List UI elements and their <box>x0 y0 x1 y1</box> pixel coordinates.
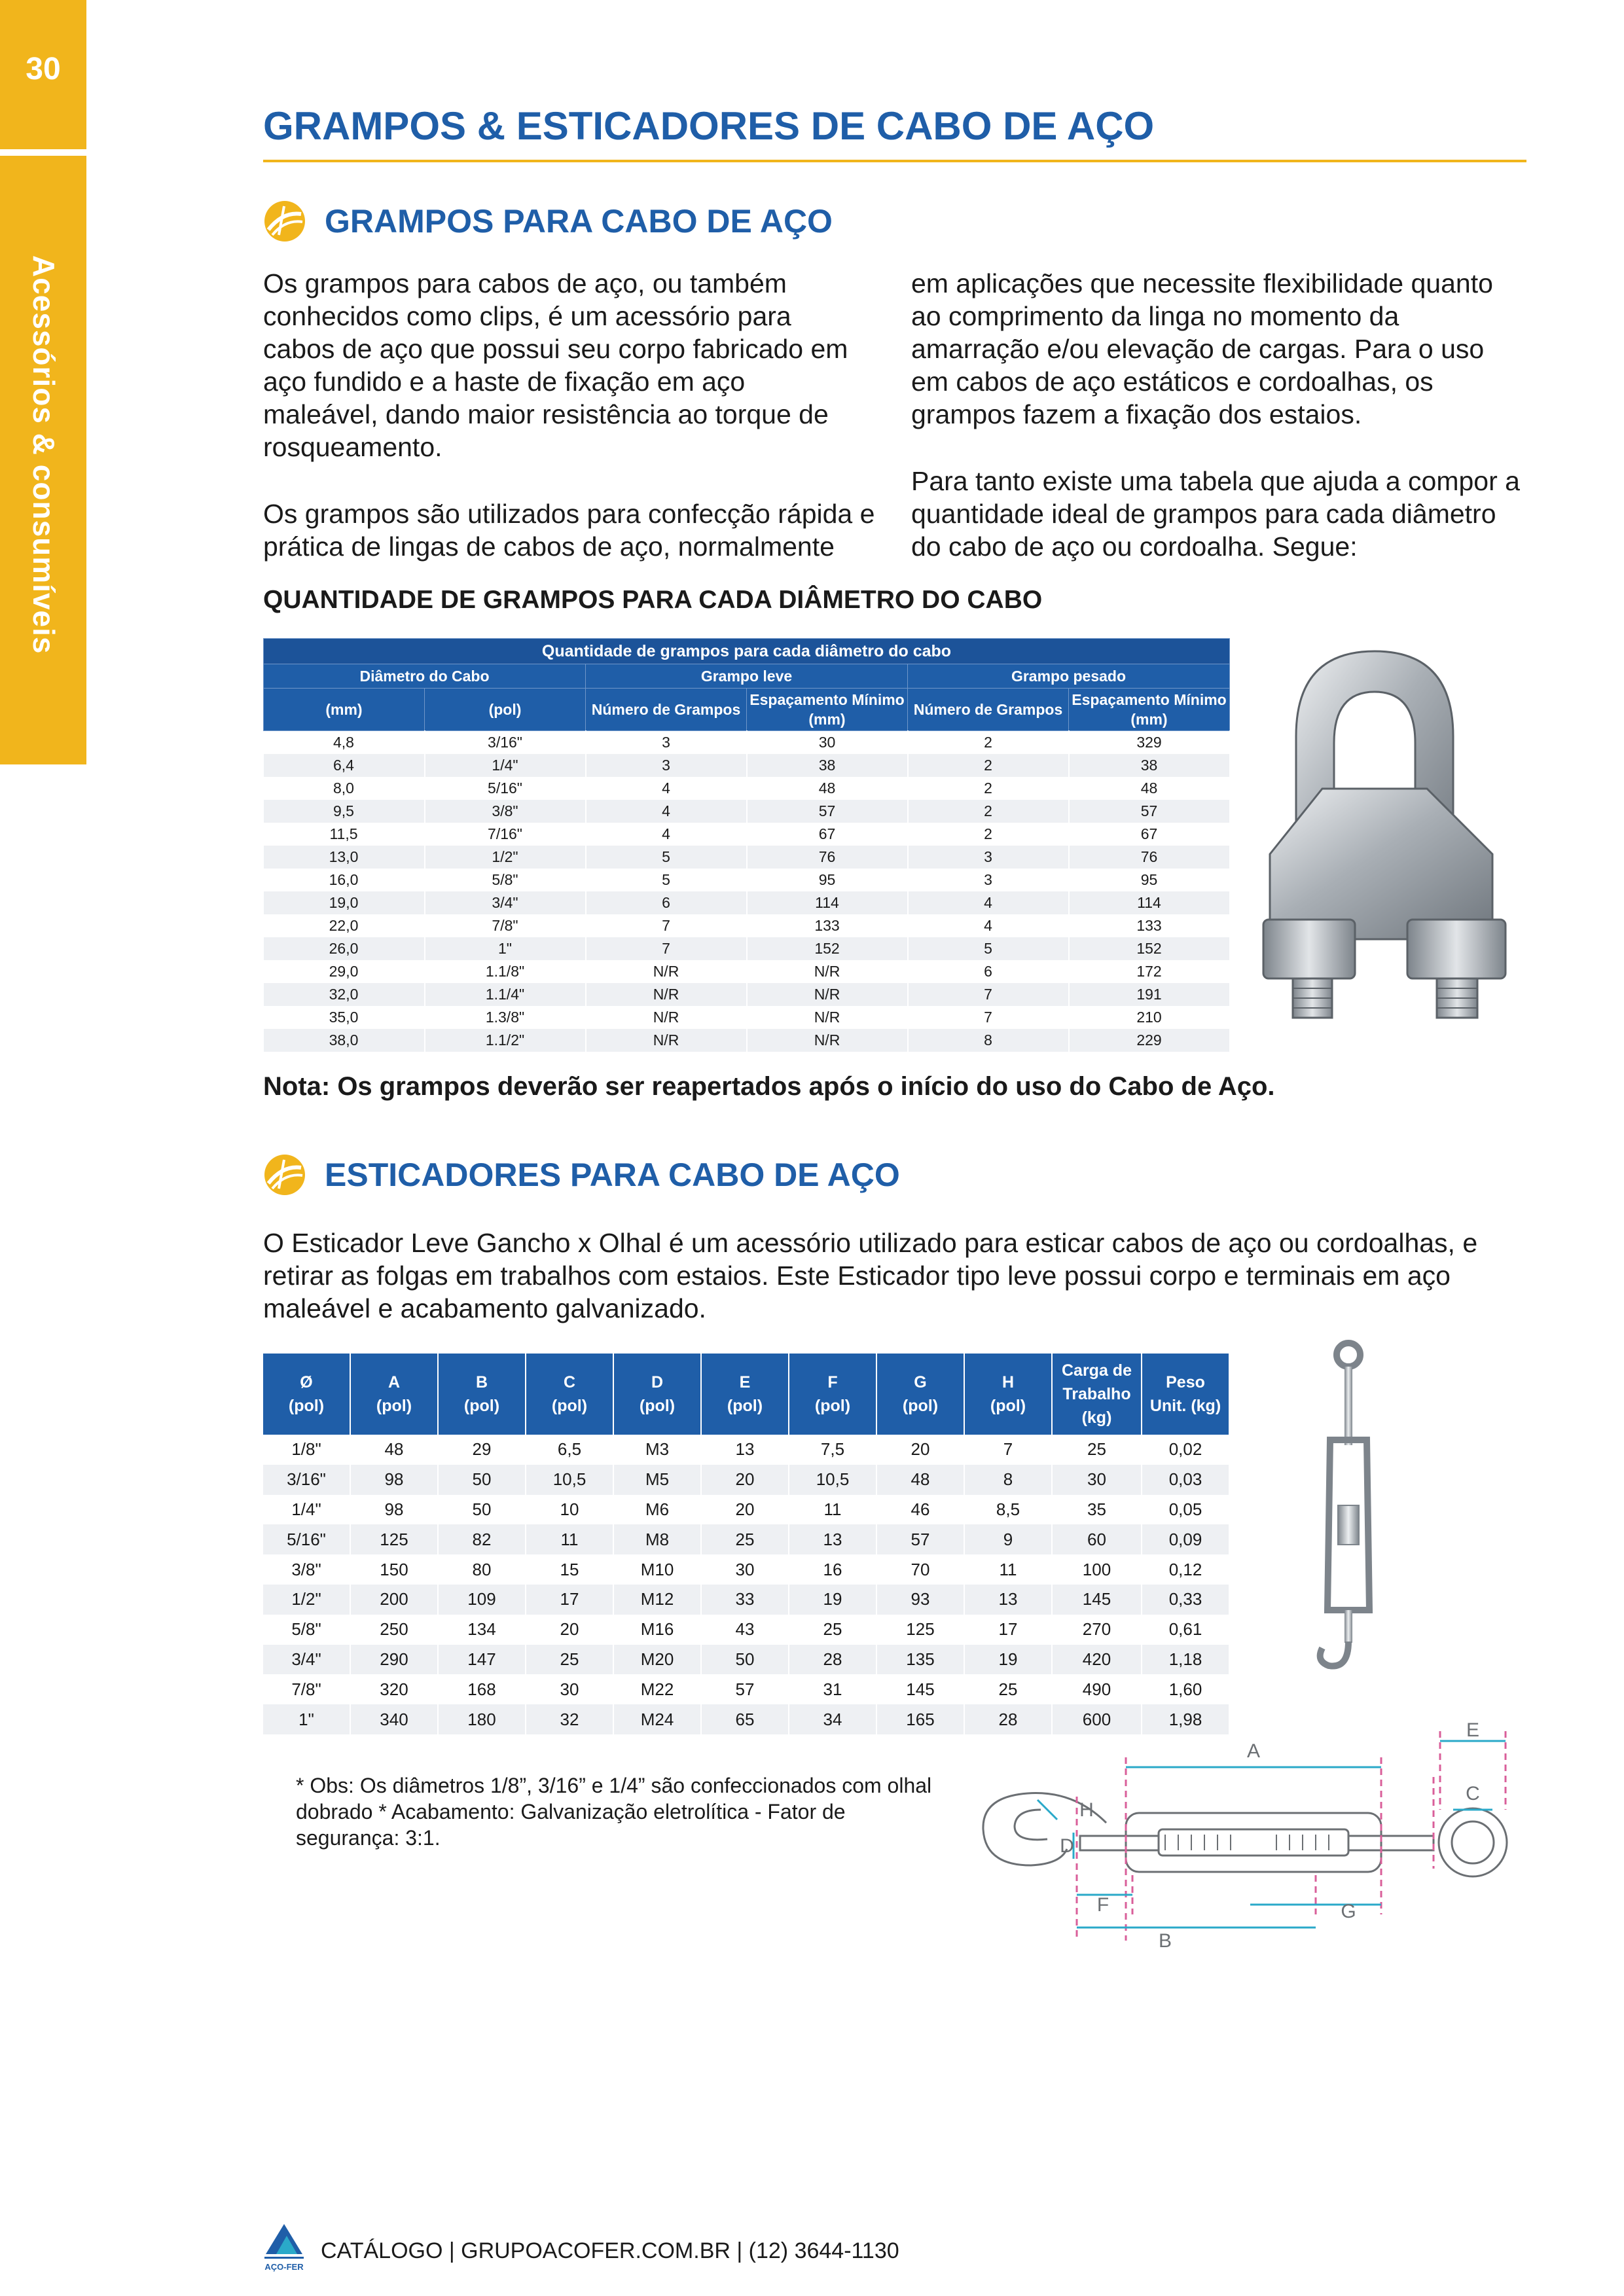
table-cell: 28 <box>964 1704 1052 1734</box>
table-cell: 13 <box>789 1524 876 1554</box>
wire-rope-clip-image <box>1244 638 1532 1031</box>
clamps-table-caption: QUANTIDADE DE GRAMPOS PARA CADA DIÂMETRO DO CABO <box>263 586 1043 614</box>
table-cell: 1,60 <box>1142 1674 1229 1704</box>
table-cell: 145 <box>1052 1585 1142 1615</box>
table-row <box>263 1465 1229 1495</box>
table-cell: 76 <box>1069 846 1230 869</box>
table-cell: 11 <box>526 1524 613 1554</box>
column-header: Espaçamento Mínimo (mm) <box>747 689 908 731</box>
table-cell: 1,18 <box>1142 1645 1229 1675</box>
table-cell: 8 <box>964 1465 1052 1495</box>
table-cell: 19 <box>789 1585 876 1615</box>
table-cell: 30 <box>701 1554 789 1585</box>
table-cell: 5/8" <box>263 1615 350 1645</box>
table-cell: M12 <box>613 1585 701 1615</box>
dimension-label-h: H <box>1079 1799 1094 1821</box>
table-cell: 5 <box>908 937 1069 960</box>
table-cell: 48 <box>1069 777 1230 800</box>
table-cell: 3 <box>586 731 747 755</box>
table-cell: 340 <box>350 1704 438 1734</box>
section-title: GRAMPOS PARA CABO DE AÇO <box>325 203 833 240</box>
column-header: G (pol) <box>876 1354 964 1435</box>
table-cell: 11 <box>789 1495 876 1525</box>
table-row <box>264 1006 1230 1029</box>
table-cell: 0,02 <box>1142 1435 1229 1465</box>
table-cell: 147 <box>438 1645 526 1675</box>
clamps-note: Nota: Os grampos deverão ser reapertados após o início do uso do Cabo de Aço. <box>263 1072 1275 1101</box>
column-header: H (pol) <box>964 1354 1052 1435</box>
table-cell: 35 <box>1052 1495 1142 1525</box>
table-cell: 57 <box>747 800 908 823</box>
table-row <box>264 800 1230 823</box>
table-cell: 32,0 <box>264 983 425 1006</box>
table-cell: 25 <box>789 1615 876 1645</box>
table-cell: 67 <box>747 823 908 846</box>
logo-text: AÇO-FER <box>264 2262 304 2272</box>
column-header: A (pol) <box>350 1354 438 1435</box>
group-header: Grampo pesado <box>908 664 1230 689</box>
table-row <box>264 754 1230 777</box>
dimension-label-d: D <box>1060 1835 1074 1857</box>
footer-contact: CATÁLOGO | GRUPOACOFER.COM.BR | (12) 3644-1130 <box>321 2238 899 2263</box>
table-cell: 4 <box>586 823 747 846</box>
table-cell: 0,12 <box>1142 1554 1229 1585</box>
table-cell: 11 <box>964 1554 1052 1585</box>
table-cell: 1/2" <box>425 846 586 869</box>
group-header: Diâmetro do Cabo <box>264 664 586 689</box>
table-cell: N/R <box>747 1029 908 1052</box>
table-cell: 0,03 <box>1142 1465 1229 1495</box>
table-cell: M10 <box>613 1554 701 1585</box>
table-cell: 2 <box>908 731 1069 755</box>
table-row <box>263 1554 1229 1585</box>
table-cell: 8,5 <box>964 1495 1052 1525</box>
table-cell: 9 <box>964 1524 1052 1554</box>
table-cell: 35,0 <box>264 1006 425 1029</box>
table-cell: 3/4" <box>425 891 586 914</box>
table-cell: 7 <box>908 1006 1069 1029</box>
table-cell: 2 <box>908 800 1069 823</box>
table-cell: 150 <box>350 1554 438 1585</box>
table-cell: 329 <box>1069 731 1230 755</box>
section-heading-clamps <box>263 200 833 243</box>
table-cell: 3/8" <box>425 800 586 823</box>
tensioners-spec-table <box>263 1354 1230 1734</box>
table-cell: 13 <box>964 1585 1052 1615</box>
table-cell: 1" <box>425 937 586 960</box>
table-title: Quantidade de grampos para cada diâmetro do cabo <box>264 639 1230 664</box>
table-cell: 25 <box>701 1524 789 1554</box>
table-cell: 67 <box>1069 823 1230 846</box>
table-cell: M8 <box>613 1524 701 1554</box>
column-header: Espaçamento Mínimo (mm) <box>1069 689 1230 731</box>
section-bullet-icon <box>263 200 306 243</box>
table-cell: 2 <box>908 754 1069 777</box>
table-cell: 4 <box>908 914 1069 937</box>
table-cell: 95 <box>747 869 908 891</box>
table-cell: M22 <box>613 1674 701 1704</box>
table-cell: 93 <box>876 1585 964 1615</box>
table-cell: 114 <box>1069 891 1230 914</box>
table-cell: N/R <box>747 983 908 1006</box>
turnbuckle-dimension-diagram <box>969 1718 1532 1954</box>
table-row <box>264 914 1230 937</box>
column-header: (pol) <box>425 689 586 731</box>
table-cell: M24 <box>613 1704 701 1734</box>
table-cell: 10,5 <box>789 1465 876 1495</box>
table-cell: 145 <box>876 1674 964 1704</box>
table-cell: 270 <box>1052 1615 1142 1645</box>
table-cell: 10,5 <box>526 1465 613 1495</box>
table-cell: 13,0 <box>264 846 425 869</box>
table-cell: 1" <box>263 1704 350 1734</box>
table-cell: 7 <box>586 914 747 937</box>
table-cell: 8,0 <box>264 777 425 800</box>
table-cell: 3/16" <box>263 1465 350 1495</box>
table-cell: 5 <box>586 869 747 891</box>
table-cell: 19 <box>964 1645 1052 1675</box>
dimension-label-a: A <box>1246 1740 1261 1762</box>
table-row <box>264 983 1230 1006</box>
table-cell: 7 <box>964 1435 1052 1465</box>
table-cell: 57 <box>701 1674 789 1704</box>
table-cell: N/R <box>586 960 747 983</box>
table-cell: 0,05 <box>1142 1495 1229 1525</box>
table-row <box>264 891 1230 914</box>
table-row <box>264 731 1230 755</box>
tensioners-table-body <box>263 1435 1229 1734</box>
dimension-label-b: B <box>1158 1930 1172 1952</box>
table-row <box>263 1435 1229 1465</box>
table-cell: 172 <box>1069 960 1230 983</box>
clamps-usage-paragraph: Os grampos são utilizados para confecção rápida e prática de lingas de cabos de aço, normalmente <box>263 499 875 562</box>
table-cell: 25 <box>964 1674 1052 1704</box>
table-cell: 48 <box>876 1465 964 1495</box>
table-cell: 76 <box>747 846 908 869</box>
table-cell: 5/16" <box>263 1524 350 1554</box>
page-title: GRAMPOS & ESTICADORES DE CABO DE AÇO <box>263 104 1155 148</box>
table-cell: 4 <box>586 800 747 823</box>
column-header: E (pol) <box>701 1354 789 1435</box>
table-cell: 60 <box>1052 1524 1142 1554</box>
table-cell: 290 <box>350 1645 438 1675</box>
table-cell: 20 <box>526 1615 613 1645</box>
column-header: B (pol) <box>438 1354 526 1435</box>
table-cell: 10 <box>526 1495 613 1525</box>
table-cell: N/R <box>747 1006 908 1029</box>
table-cell: 320 <box>350 1674 438 1704</box>
table-cell: 600 <box>1052 1704 1142 1734</box>
group-header: Grampo leve <box>586 664 908 689</box>
table-cell: 3 <box>908 869 1069 891</box>
section-bullet-icon <box>263 1153 306 1196</box>
table-cell: 7,5 <box>789 1435 876 1465</box>
table-cell: N/R <box>586 1029 747 1052</box>
table-cell: 133 <box>747 914 908 937</box>
table-cell: 28 <box>789 1645 876 1675</box>
table-cell: 3 <box>586 754 747 777</box>
table-cell: 7/8" <box>425 914 586 937</box>
table-cell: 250 <box>350 1615 438 1645</box>
table-cell: 29 <box>438 1435 526 1465</box>
table-row <box>263 1645 1229 1675</box>
table-cell: 43 <box>701 1615 789 1645</box>
turnbuckle-image <box>1283 1335 1414 1676</box>
table-cell: 6 <box>908 960 1069 983</box>
column-header: Número de Grampos <box>908 689 1069 731</box>
table-cell: 7 <box>908 983 1069 1006</box>
table-cell: 98 <box>350 1465 438 1495</box>
table-cell: 165 <box>876 1704 964 1734</box>
clamps-table-intro-paragraph: Para tanto existe uma tabela que ajuda a compor a quantidade ideal de grampos para cada diâmetro do cabo de aço ou cordoalha. Segue: <box>911 466 1520 562</box>
table-cell: 3/4" <box>263 1645 350 1675</box>
table-cell: 7 <box>586 937 747 960</box>
column-header: (mm) <box>264 689 425 731</box>
tensioners-observation: * Obs: Os diâmetros 1/8”, 3/16” e 1/4” são confeccionados com olhal dobrado * Acabamento: Galvanização eletrolítica - Fator de segurança: 3:1. <box>296 1774 932 1850</box>
table-cell: 3/8" <box>263 1554 350 1585</box>
table-cell: 133 <box>1069 914 1230 937</box>
table-cell: 100 <box>1052 1554 1142 1585</box>
table-cell: 229 <box>1069 1029 1230 1052</box>
table-cell: 4,8 <box>264 731 425 755</box>
table-row <box>263 1495 1229 1525</box>
table-cell: 191 <box>1069 983 1230 1006</box>
table-cell: M3 <box>613 1435 701 1465</box>
clamps-application-paragraph: em aplicações que necessite flexibilidade quanto ao comprimento da linga no momento da amarração e/ou elevação de cargas. Para o uso em cabos de aço estáticos e cordoalhas, os grampos fazem a fixação dos estaios. <box>911 268 1493 429</box>
table-cell: 6,5 <box>526 1435 613 1465</box>
table-cell: 82 <box>438 1524 526 1554</box>
table-cell: 34 <box>789 1704 876 1734</box>
table-cell: N/R <box>586 983 747 1006</box>
table-cell: 26,0 <box>264 937 425 960</box>
table-cell: 2 <box>908 777 1069 800</box>
table-cell: 5/16" <box>425 777 586 800</box>
table-cell: 50 <box>701 1645 789 1675</box>
table-cell: 33 <box>701 1585 789 1615</box>
table-cell: 5 <box>586 846 747 869</box>
table-cell: M20 <box>613 1645 701 1675</box>
table-cell: 8 <box>908 1029 1069 1052</box>
table-cell: 48 <box>350 1435 438 1465</box>
table-cell: 200 <box>350 1585 438 1615</box>
table-cell: 1/8" <box>263 1435 350 1465</box>
table-cell: N/R <box>747 960 908 983</box>
table-cell: 1.3/8" <box>425 1006 586 1029</box>
dimension-label-g: G <box>1341 1901 1356 1922</box>
table-cell: 57 <box>876 1524 964 1554</box>
table-cell: 30 <box>526 1674 613 1704</box>
table-cell: 16 <box>789 1554 876 1585</box>
table-row <box>263 1585 1229 1615</box>
table-cell: 3/16" <box>425 731 586 755</box>
table-cell: 0,61 <box>1142 1615 1229 1645</box>
clamps-quantity-table <box>263 638 1231 1052</box>
sidebar-category-label: Acessórios & consumíveis <box>27 255 61 655</box>
table-row <box>264 1029 1230 1052</box>
table-cell: 13 <box>701 1435 789 1465</box>
table-cell: 17 <box>526 1585 613 1615</box>
table-row <box>264 846 1230 869</box>
table-cell: 3 <box>908 846 1069 869</box>
tensioners-table-header <box>263 1354 1229 1435</box>
table-cell: 2 <box>908 823 1069 846</box>
tensioners-intro-paragraph: O Esticador Leve Gancho x Olhal é um acessório utilizado para esticar cabos de aço ou cordoalhas, e retirar as folgas em trabalhos com estaios. Este Esticador tipo leve possui corpo e terminais em aço maleável e acabamento galvanizado. <box>263 1228 1478 1323</box>
table-cell: 15 <box>526 1554 613 1585</box>
table-cell: 114 <box>747 891 908 914</box>
table-cell: 57 <box>1069 800 1230 823</box>
table-cell: 30 <box>747 731 908 755</box>
table-cell: 32 <box>526 1704 613 1734</box>
table-cell: 50 <box>438 1495 526 1525</box>
table-cell: 98 <box>350 1495 438 1525</box>
table-cell: 19,0 <box>264 891 425 914</box>
table-cell: 6 <box>586 891 747 914</box>
table-cell: 48 <box>747 777 908 800</box>
table-cell: 30 <box>1052 1465 1142 1495</box>
table-cell: M6 <box>613 1495 701 1525</box>
table-row <box>264 777 1230 800</box>
table-cell: 0,09 <box>1142 1524 1229 1554</box>
table-row <box>263 1674 1229 1704</box>
column-header: Número de Grampos <box>586 689 747 731</box>
table-row <box>263 1615 1229 1645</box>
table-cell: 5/8" <box>425 869 586 891</box>
table-cell: 31 <box>789 1674 876 1704</box>
table-cell: 95 <box>1069 869 1230 891</box>
table-cell: 6,4 <box>264 754 425 777</box>
table-cell: 490 <box>1052 1674 1142 1704</box>
table-cell: 168 <box>438 1674 526 1704</box>
column-header: Carga de Trabalho (kg) <box>1052 1354 1142 1435</box>
table-cell: 0,33 <box>1142 1585 1229 1615</box>
table-cell: 38 <box>1069 754 1230 777</box>
table-cell: 65 <box>701 1704 789 1734</box>
table-cell: 25 <box>526 1645 613 1675</box>
table-cell: 20 <box>876 1435 964 1465</box>
clamps-table-body <box>264 731 1230 1052</box>
column-header: Peso Unit. (kg) <box>1142 1354 1229 1435</box>
dimension-label-f: F <box>1096 1894 1110 1916</box>
table-cell: 46 <box>876 1495 964 1525</box>
column-header: Ø (pol) <box>263 1354 350 1435</box>
table-cell: 1.1/4" <box>425 983 586 1006</box>
table-cell: 134 <box>438 1615 526 1645</box>
table-cell: 17 <box>964 1615 1052 1645</box>
table-cell: 16,0 <box>264 869 425 891</box>
table-cell: 7/8" <box>263 1674 350 1704</box>
table-cell: 125 <box>876 1615 964 1645</box>
column-header: D (pol) <box>613 1354 701 1435</box>
clamps-intro-paragraph: Os grampos para cabos de aço, ou também conhecidos como clips, é um acessório para cabos de aço que possui seu corpo fabricado em aço fundido e a haste de fixação em aço maleável, dando maior resistência ao torque de rosqueamento. <box>263 268 848 462</box>
table-cell: 180 <box>438 1704 526 1734</box>
column-header: C (pol) <box>526 1354 613 1435</box>
table-cell: 9,5 <box>264 800 425 823</box>
table-cell: 70 <box>876 1554 964 1585</box>
column-header: F (pol) <box>789 1354 876 1435</box>
table-row <box>264 869 1230 891</box>
company-logo <box>263 2221 305 2274</box>
table-cell: 11,5 <box>264 823 425 846</box>
table-cell: 1/2" <box>263 1585 350 1615</box>
dimension-label-e: E <box>1466 1719 1480 1741</box>
table-cell: 29,0 <box>264 960 425 983</box>
table-cell: 7/16" <box>425 823 586 846</box>
table-cell: 135 <box>876 1645 964 1675</box>
table-cell: 4 <box>908 891 1069 914</box>
table-row <box>264 937 1230 960</box>
table-cell: 210 <box>1069 1006 1230 1029</box>
table-cell: 152 <box>1069 937 1230 960</box>
table-cell: 1,98 <box>1142 1704 1229 1734</box>
table-cell: 80 <box>438 1554 526 1585</box>
section-heading-tensioners <box>263 1153 900 1196</box>
table-cell: 420 <box>1052 1645 1142 1675</box>
table-cell: 20 <box>701 1495 789 1525</box>
table-cell: 125 <box>350 1524 438 1554</box>
table-cell: 152 <box>747 937 908 960</box>
table-cell: 38,0 <box>264 1029 425 1052</box>
table-cell: 20 <box>701 1465 789 1495</box>
table-cell: 1/4" <box>425 754 586 777</box>
table-cell: M16 <box>613 1615 701 1645</box>
table-cell: 1.1/8" <box>425 960 586 983</box>
table-cell: N/R <box>586 1006 747 1029</box>
page-number: 30 <box>26 52 61 86</box>
table-cell: 1/4" <box>263 1495 350 1525</box>
dimension-label-c: C <box>1466 1783 1480 1804</box>
table-row <box>264 823 1230 846</box>
table-cell: 50 <box>438 1465 526 1495</box>
table-cell: 4 <box>586 777 747 800</box>
title-divider <box>263 160 1526 162</box>
table-cell: 25 <box>1052 1435 1142 1465</box>
table-row <box>264 960 1230 983</box>
table-cell: 22,0 <box>264 914 425 937</box>
table-row <box>263 1524 1229 1554</box>
table-cell: 1.1/2" <box>425 1029 586 1052</box>
table-cell: 109 <box>438 1585 526 1615</box>
table-cell: 38 <box>747 754 908 777</box>
table-cell: M5 <box>613 1465 701 1495</box>
section-title: ESTICADORES PARA CABO DE AÇO <box>325 1157 900 1193</box>
